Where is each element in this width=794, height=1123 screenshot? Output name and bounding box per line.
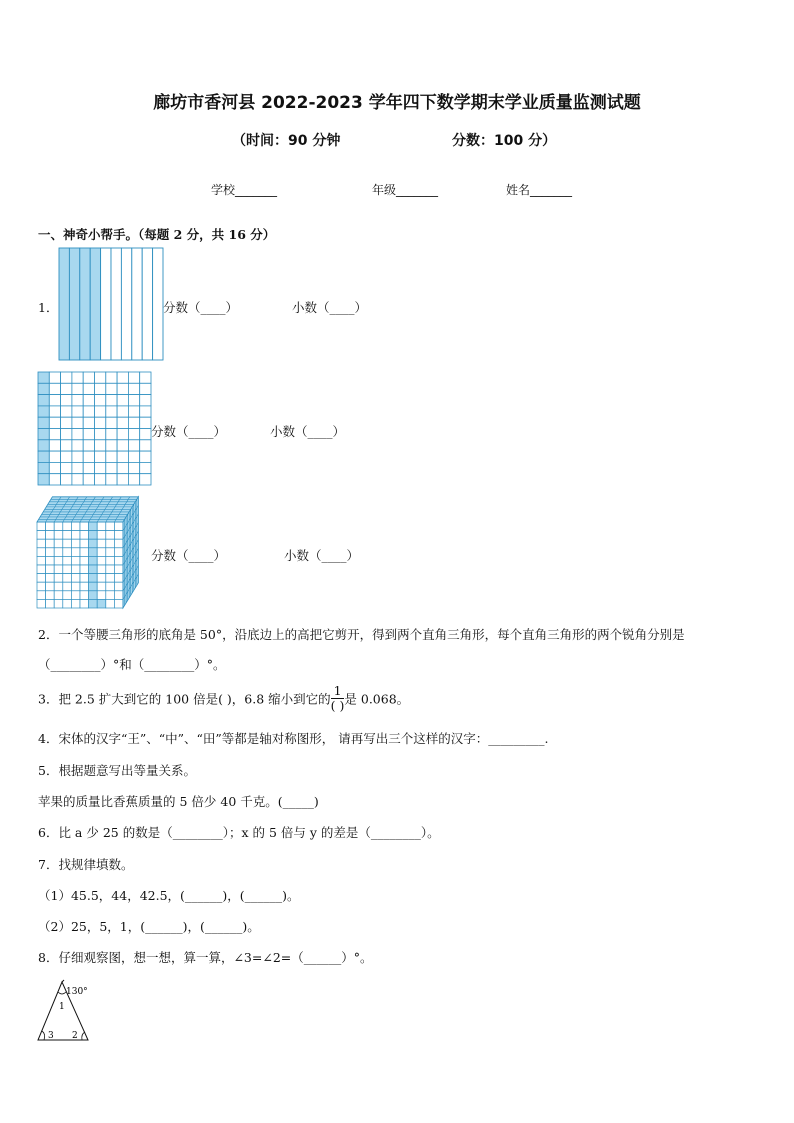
grid-cell <box>106 474 117 485</box>
grid-cell <box>117 406 128 417</box>
grid-cell <box>49 451 60 462</box>
grid-cell <box>38 429 49 440</box>
strip-cell <box>132 248 142 360</box>
extension-line <box>62 980 64 982</box>
grid-cell <box>61 383 72 394</box>
grid-cell <box>140 406 151 417</box>
school-field[interactable]: 学校_______ <box>211 183 278 197</box>
grid-cell <box>95 429 106 440</box>
grid-cell <box>128 451 139 462</box>
grid-cell <box>106 372 117 383</box>
cube-front-cell <box>37 574 46 583</box>
grid-cell <box>106 462 117 473</box>
grid-cell <box>140 474 151 485</box>
grid-cell <box>140 372 151 383</box>
grid-cell <box>72 383 83 394</box>
q3-fraction[interactable] <box>331 684 345 713</box>
cube-front-cell <box>97 599 106 608</box>
q2-line1: 2．一个等腰三角形的底角是 50°，沿底边上的高把它剪开，得到两个直角三角形，每个直角三角形的两个锐角分别是 <box>38 627 685 642</box>
cube-front-cell <box>97 591 106 600</box>
angle2-label: 2 <box>72 1031 78 1041</box>
cube-front-cell <box>46 556 55 565</box>
strip-cell <box>121 248 131 360</box>
grid-cell <box>106 383 117 394</box>
cube-front-cell <box>97 539 106 548</box>
cube-front-cell <box>80 574 89 583</box>
grid-cell <box>38 417 49 428</box>
q7-line2[interactable]: （1）45.5，44，42.5，(______)，(______)。 <box>38 888 300 903</box>
cube-front-cell <box>71 565 80 574</box>
cube-front-cell <box>80 531 89 540</box>
grid-cell <box>49 406 60 417</box>
cube-front-cell <box>46 548 55 557</box>
grid-cell <box>83 406 94 417</box>
grid-cell <box>128 383 139 394</box>
grid-cell <box>140 417 151 428</box>
cube-front-cell <box>106 539 115 548</box>
cube-front-cell <box>63 556 72 565</box>
cube-front-cell <box>106 531 115 540</box>
q5-line2[interactable]: 苹果的质量比香蕉质量的 5 倍少 40 千克。(_____) <box>38 794 319 809</box>
cube-front-cell <box>106 565 115 574</box>
cube-front-cell <box>114 539 123 548</box>
cube-front-cell <box>80 582 89 591</box>
cube-front-cell <box>63 574 72 583</box>
cube-front-cell <box>54 531 63 540</box>
cube-front-cell <box>46 522 55 531</box>
grid-cell <box>128 417 139 428</box>
grid-cell <box>95 395 106 406</box>
cube-front-cell <box>37 582 46 591</box>
cube-front-cell <box>54 599 63 608</box>
grid-cell <box>117 417 128 428</box>
cube-front-cell <box>37 591 46 600</box>
cube-front-cell <box>114 531 123 540</box>
grid-cell <box>95 474 106 485</box>
grid-cell <box>38 474 49 485</box>
grid-cell <box>72 474 83 485</box>
cube-front-cell <box>46 599 55 608</box>
grid-cell <box>83 440 94 451</box>
cube-front-cell <box>97 582 106 591</box>
q7-line3[interactable]: （2）25，5，1，(______)，(______)。 <box>38 919 260 934</box>
cube-front-cell <box>71 539 80 548</box>
grid-cell <box>72 429 83 440</box>
cube-front-cell <box>97 565 106 574</box>
grid-cell <box>128 429 139 440</box>
row3-decimal[interactable]: 小数（____） <box>284 548 360 563</box>
cube-front-cell <box>114 574 123 583</box>
grid-cell <box>72 372 83 383</box>
strip-cell <box>59 248 69 360</box>
grid-cell <box>128 406 139 417</box>
grid-cell <box>140 451 151 462</box>
cube-front-cell <box>106 591 115 600</box>
cube-front-cell <box>80 591 89 600</box>
cube-front-cell <box>37 522 46 531</box>
q3-line <box>38 684 409 713</box>
cube-front-cell <box>89 556 98 565</box>
grid-cell <box>49 372 60 383</box>
grid-cell <box>106 406 117 417</box>
cube-front-cell <box>114 591 123 600</box>
grid-cell <box>72 462 83 473</box>
grid-cell <box>72 417 83 428</box>
grid-cell <box>117 429 128 440</box>
grid-cell <box>95 440 106 451</box>
grid-cell <box>95 462 106 473</box>
grid-cell <box>83 372 94 383</box>
grid-cell <box>83 429 94 440</box>
cube-front-cell <box>63 599 72 608</box>
cube-front-cell <box>63 522 72 531</box>
grid-cell <box>61 474 72 485</box>
grid-cell <box>140 429 151 440</box>
grid-cell <box>83 462 94 473</box>
grid-cell <box>106 417 117 428</box>
grid-cell <box>61 451 72 462</box>
section-title: 一、神奇小帮手。（每题 2 分，共 16 分） <box>38 227 276 242</box>
cube-front-cell <box>89 591 98 600</box>
q3-frac-num: 1 <box>331 684 345 699</box>
grid-cell <box>38 462 49 473</box>
cube-front-cell <box>89 539 98 548</box>
grid-cell <box>117 451 128 462</box>
cube-front-cell <box>63 565 72 574</box>
grid-cell <box>140 395 151 406</box>
grid-cell <box>95 417 106 428</box>
q3-part1: 3．把 2.5 扩大到它的 100 倍是( )，6.8 缩小到它的 <box>38 691 331 707</box>
cube-front-cell <box>106 548 115 557</box>
strip-cell <box>90 248 100 360</box>
cube-front-cell <box>80 539 89 548</box>
cube-front-cell <box>89 599 98 608</box>
grid-cell <box>38 372 49 383</box>
grid-cell <box>128 440 139 451</box>
grid-cell <box>106 440 117 451</box>
grid-cell <box>95 451 106 462</box>
cube-front-cell <box>46 565 55 574</box>
grid-cell <box>83 451 94 462</box>
q6-text[interactable]: 6．比 a 少 25 的数是（________）；x 的 5 倍与 y 的差是（________）。 <box>38 825 440 840</box>
grid-cell <box>61 417 72 428</box>
grid-cell <box>128 462 139 473</box>
grid-cell <box>49 417 60 428</box>
cube-front-cell <box>46 574 55 583</box>
angle3-arc <box>42 1031 45 1040</box>
cube-front-cell <box>89 522 98 531</box>
grid-cell <box>61 406 72 417</box>
grid-cell <box>106 429 117 440</box>
grid-cell <box>49 383 60 394</box>
cube-front-cell <box>80 556 89 565</box>
angle-130-label: 130° <box>66 987 88 997</box>
cube-front-cell <box>106 574 115 583</box>
cube-front-cell <box>80 522 89 531</box>
cube-front-cell <box>89 582 98 591</box>
grid-cell <box>117 462 128 473</box>
grid-cell <box>61 372 72 383</box>
cube-front-cell <box>54 548 63 557</box>
cube-front-cell <box>106 599 115 608</box>
q3-frac-den: ( ) <box>330 698 345 713</box>
q1-number: 1． <box>38 300 59 315</box>
page-title: 廊坊市香河县 2022-2023 学年四下数学期末学业质量监测试题 <box>153 93 641 113</box>
cube-front-cell <box>114 556 123 565</box>
cube-front-cell <box>46 591 55 600</box>
cube-front-cell <box>63 531 72 540</box>
cube-front-cell <box>37 548 46 557</box>
grid-cell <box>49 462 60 473</box>
grid-cell <box>61 429 72 440</box>
grid-cell <box>83 474 94 485</box>
cube-front-cell <box>71 582 80 591</box>
triangle-figure <box>34 978 100 1044</box>
name-field[interactable]: 姓名_______ <box>506 183 573 197</box>
grid-cell <box>49 440 60 451</box>
cube-front-cell <box>54 556 63 565</box>
cube-front-cell <box>114 582 123 591</box>
cube-front-cell <box>54 591 63 600</box>
cube-front-cell <box>114 599 123 608</box>
cube-front-cell <box>80 565 89 574</box>
row1-decimal[interactable]: 小数（____） <box>292 300 368 315</box>
cube-front-cell <box>71 599 80 608</box>
strip-cell <box>101 248 111 360</box>
grid-cell <box>117 383 128 394</box>
q4-text[interactable]: 4．宋体的汉字“王”、“中”、“田”等都是轴对称图形， 请再写出三个这样的汉字：_________. <box>38 731 549 746</box>
exam-time: （时间：90 分钟 <box>232 133 341 149</box>
cube-front-cell <box>54 582 63 591</box>
cube-front-cell <box>89 574 98 583</box>
grid-cell <box>38 440 49 451</box>
q5-line1: 5．根据题意写出等量关系。 <box>38 763 196 778</box>
cube-front-cell <box>46 539 55 548</box>
cube-front-cell <box>80 599 89 608</box>
strip-cell <box>142 248 152 360</box>
grid-cell <box>117 440 128 451</box>
cube-front-cell <box>97 574 106 583</box>
grid-cell <box>117 372 128 383</box>
row1-fraction[interactable]: 分数（____） <box>163 300 239 315</box>
grid-cell <box>38 395 49 406</box>
row3-fraction[interactable]: 分数（____） <box>151 548 227 563</box>
q2-line2[interactable]: （________）°和（________）°。 <box>38 657 226 672</box>
grade-field[interactable]: 年级_______ <box>372 183 439 197</box>
cube-front-cell <box>63 591 72 600</box>
angle1-label: 1 <box>59 1002 65 1012</box>
cube-front-cell <box>80 548 89 557</box>
grid-cell <box>72 395 83 406</box>
grid-cell <box>106 451 117 462</box>
strip-cell <box>80 248 90 360</box>
grid-cell <box>95 372 106 383</box>
grid-cell <box>83 417 94 428</box>
grid-figure <box>37 371 153 487</box>
grid-cell <box>117 395 128 406</box>
grid-cell <box>61 462 72 473</box>
strip-cell <box>111 248 121 360</box>
grid-cell <box>61 440 72 451</box>
row2-decimal[interactable]: 小数（____） <box>270 424 346 439</box>
cube-front-cell <box>89 531 98 540</box>
grid-cell <box>140 383 151 394</box>
cube-front-cell <box>106 582 115 591</box>
grid-cell <box>140 462 151 473</box>
cube-front-cell <box>71 522 80 531</box>
grid-cell <box>128 372 139 383</box>
cube-front-cell <box>37 556 46 565</box>
cube-front-cell <box>63 548 72 557</box>
cube-front-cell <box>97 556 106 565</box>
cube-front-cell <box>71 548 80 557</box>
q8-text[interactable]: 8．仔细观察图，想一想，算一算，∠3=∠2=（______）°。 <box>38 950 373 965</box>
cube-figure <box>36 495 154 613</box>
grid-cell <box>106 395 117 406</box>
cube-front-cell <box>63 582 72 591</box>
cube-front-cell <box>37 599 46 608</box>
cube-front-cell <box>114 522 123 531</box>
grid-cell <box>95 383 106 394</box>
cube-front-cell <box>37 531 46 540</box>
grid-cell <box>95 406 106 417</box>
cube-front-cell <box>71 574 80 583</box>
cube-front-cell <box>54 574 63 583</box>
cube-front-cell <box>97 548 106 557</box>
cube-front-cell <box>71 556 80 565</box>
cube-front-cell <box>89 548 98 557</box>
grid-cell <box>72 451 83 462</box>
grid-cell <box>83 383 94 394</box>
exam-score: 分数：100 分） <box>452 133 557 149</box>
q3-part2: 是 0.068。 <box>344 691 410 707</box>
row2-fraction[interactable]: 分数（____） <box>151 424 227 439</box>
grid-cell <box>72 440 83 451</box>
angle1-arc <box>58 992 66 994</box>
cube-front-cell <box>54 565 63 574</box>
grid-cell <box>140 440 151 451</box>
cube-front-cell <box>71 531 80 540</box>
cube-front-cell <box>71 591 80 600</box>
grid-cell <box>83 395 94 406</box>
cube-front-cell <box>37 565 46 574</box>
cube-front-cell <box>54 539 63 548</box>
cube-front-cell <box>63 539 72 548</box>
cube-front-cell <box>97 531 106 540</box>
grid-cell <box>38 383 49 394</box>
grid-cell <box>128 395 139 406</box>
grid-cell <box>117 474 128 485</box>
grid-cell <box>49 474 60 485</box>
strip-cell <box>153 248 163 360</box>
grid-cell <box>38 451 49 462</box>
grid-cell <box>38 406 49 417</box>
cube-front-cell <box>97 522 106 531</box>
cube-front-cell <box>37 539 46 548</box>
cube-front-cell <box>46 582 55 591</box>
cube-front-cell <box>54 522 63 531</box>
cube-front-cell <box>46 531 55 540</box>
cube-front-cell <box>114 548 123 557</box>
q7-line1: 7．找规律填数。 <box>38 857 134 872</box>
strip-figure <box>58 247 164 361</box>
cube-front-cell <box>89 565 98 574</box>
grid-cell <box>128 474 139 485</box>
grid-cell <box>49 395 60 406</box>
cube-front-cell <box>114 565 123 574</box>
grid-cell <box>49 429 60 440</box>
cube-front-cell <box>106 556 115 565</box>
grid-cell <box>61 395 72 406</box>
cube-front-cell <box>106 522 115 531</box>
grid-cell <box>72 406 83 417</box>
angle3-label: 3 <box>48 1031 54 1041</box>
strip-cell <box>69 248 79 360</box>
